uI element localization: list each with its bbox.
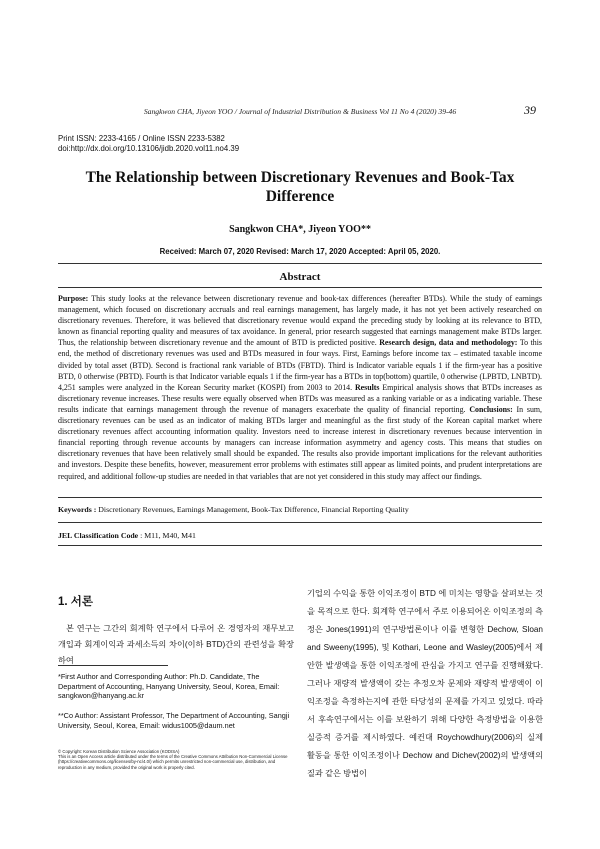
footnote-co-author: **Co Author: Assistant Professor, The Department of Accounting, Sangji University, Seoul, Korea, Email: widus1005@daum.net [58, 711, 290, 730]
jel-rule [58, 545, 542, 546]
abstract-body [58, 293, 542, 482]
conclusions-text: In sum, discretionary revenues can be used as an indicator of making BTDs larger and meaningful as the first study of the Korean capital market where discretionary revenues affect accounting information quality. Investors need to increase interest in discretionary revenues because intervention in financial reporting through revenue accounts by managers can increase information asymmetry and agency costs. This means that studies on discretionary revenues that have been relatively small should be expanded. The results also provide important implications for the relevant authorities and investors. Despite these benefits, however, measurement error problems with estimates still appear as limited points, and prudent interpretations are required, and additional follow-up studies are needed in that variables that are not yet considered in this study may affect our findings. [58, 404, 543, 481]
doi-line[interactable]: doi:http://dx.doi.org/10.13106/jidb.2020.vol11.no4.39 [58, 144, 240, 153]
footnote-rule [58, 665, 168, 666]
results-label: Results [354, 382, 380, 392]
jel-text: : M11, M40, M41 [138, 531, 196, 540]
section-title: 1. 서론 [58, 596, 94, 608]
abstract-heading: Abstract [279, 271, 321, 283]
page-number: 39 [524, 103, 536, 117]
conclusions-label: Conclusions: [469, 404, 513, 414]
paper-title: The Relationship between Discretionary Revenues and Book-Tax Difference [85, 169, 515, 205]
footnote-first-author: *First Author and Corresponding Author: Ph.D. Candidate, The Department of Accounting, Hanyang University, Seoul, Korea, Email: sangkwon@hanyang.ac.kr [58, 672, 280, 701]
license-text: This is an Open Access article distributed under the terms of the Creative Commons Attribution Non-Commercial License (https://creativecommons.org/licenses/by-nc/4.0/) which permits unrestricted non-commercial use, distribution, and reproduction in any medium, provided the original work is properly cited. [58, 754, 288, 770]
abstract-heading-rule [58, 287, 542, 288]
right-column-body: 기업의 수익을 통한 이익조정이 BTD 에 미치는 영향을 살펴보는 것을 목적으로 한다. 회계학 연구에서 주로 이용되어온 이익조정의 측정은 Jones(1991)의 연구방법론이나 이를 변형한 Dechow, Sloan and Sweeny(1995), 및 Kothari, Leone and Wasley(2005)에서 제안한 발생액을 통한 이익조정에 관심을 가지고 연구를 진행해왔다. 그러나 재량적 발생액이 갖는 추정오차 문제와 재량적 발생액이 이익조정을 측정하는지에 관한 타당성의 문제를 가지고 있었다. 따라서 후속연구에서는 이를 보완하기 위해 다양한 측정방법을 이용한 실증적 증거를 제시하였다. 예컨대 Roychowdhury(2006)의 실제 활동을 통한 이익조정이나 Dechow and Dichev(2002)의 발생액의 질과 같은 방법이 [307, 589, 543, 778]
results-text: Empirical analysis shows that BTDs increases as discretionary revenue increases. These results were equally observed when BTDs was measured as a ranking variable or as a indicating variable. These results indicate that earnings management through the revenue of managers exacerbate the quality of financial reporting. [58, 382, 542, 414]
abstract-top-rule [58, 263, 542, 264]
jel-label: JEL Classification Code [58, 531, 139, 540]
copyright-notice [58, 749, 298, 770]
issn-block [58, 134, 239, 154]
running-header: Sangkwon CHA, Jiyeon YOO / Journal of Industrial Distribution & Business Vol 11 No 4 (2020) 39-46 [143, 107, 457, 116]
purpose-text: This study looks at the relevance between discretionary revenue and book-tax differences (hereafter BTDs). While the study of earnings management, which focused on discretionary accruals and real earnings management, has largely made, it has not yet been actively researched on discretionary revenues. Therefore, it was believed that discretionary revenue would expand the preceding study by looking at its relevance to BTD, known as financial reporting quality and measures of tax avoidance. In general, prior research suggested that earnings management make BTDs larger. Thus, the relationship between discretionary revenue and the amount of BTD is predicted positive. [58, 294, 542, 348]
design-label: Research design, data and methodology: [379, 338, 518, 348]
submission-dates: Received: March 07, 2020 Revised: March 17, 2020 Accepted: April 05, 2020. [159, 247, 441, 256]
keywords-rule [58, 522, 542, 523]
author-list: Sangkwon CHA*, Jiyeon YOO** [229, 224, 371, 235]
copyright-line: © Copyright: Korean Distribution Science Association (KODISA) [58, 749, 180, 754]
issn-line: Print ISSN: 2233-4165 / Online ISSN 2233-5382 [58, 134, 225, 143]
keywords-text: Discretionary Revenues, Earnings Management, Book-Tax Difference, Financial Reporting Quality [96, 505, 409, 514]
left-column-body: 본 연구는 그간의 회계학 연구에서 다루어 온 경영자의 재무보고 개입과 회계이익과 과세소득의 차이(이하 BTD)간의 관련성을 확장하여 [58, 624, 294, 665]
design-text: To this end, the method of discretionary revenues was used and BTDs measured in four ways. First, Earnings before income tax – estimated taxable income divided by total asset (BTD). Second is fractional rank variable of BTDs (FBTD). Third is Indicator variable equals 1 if the firm-year has a positive BTD, 0 otherwise (PBTD). Fourth is that Indicator variable equals 1 if the firm-year has a BTDs in top(bottom) quartile, 0 otherwise (LPBTD, LNBTD). 4,251 samples were analyzed in the Korean Security market (KOSPI) from 2003 to 2014. [58, 338, 542, 392]
keywords [58, 505, 542, 514]
purpose-label: Purpose: [58, 294, 89, 303]
abstract-bottom-rule [58, 497, 542, 498]
keywords-label: Keywords : [58, 505, 97, 514]
jel-code [58, 531, 196, 540]
